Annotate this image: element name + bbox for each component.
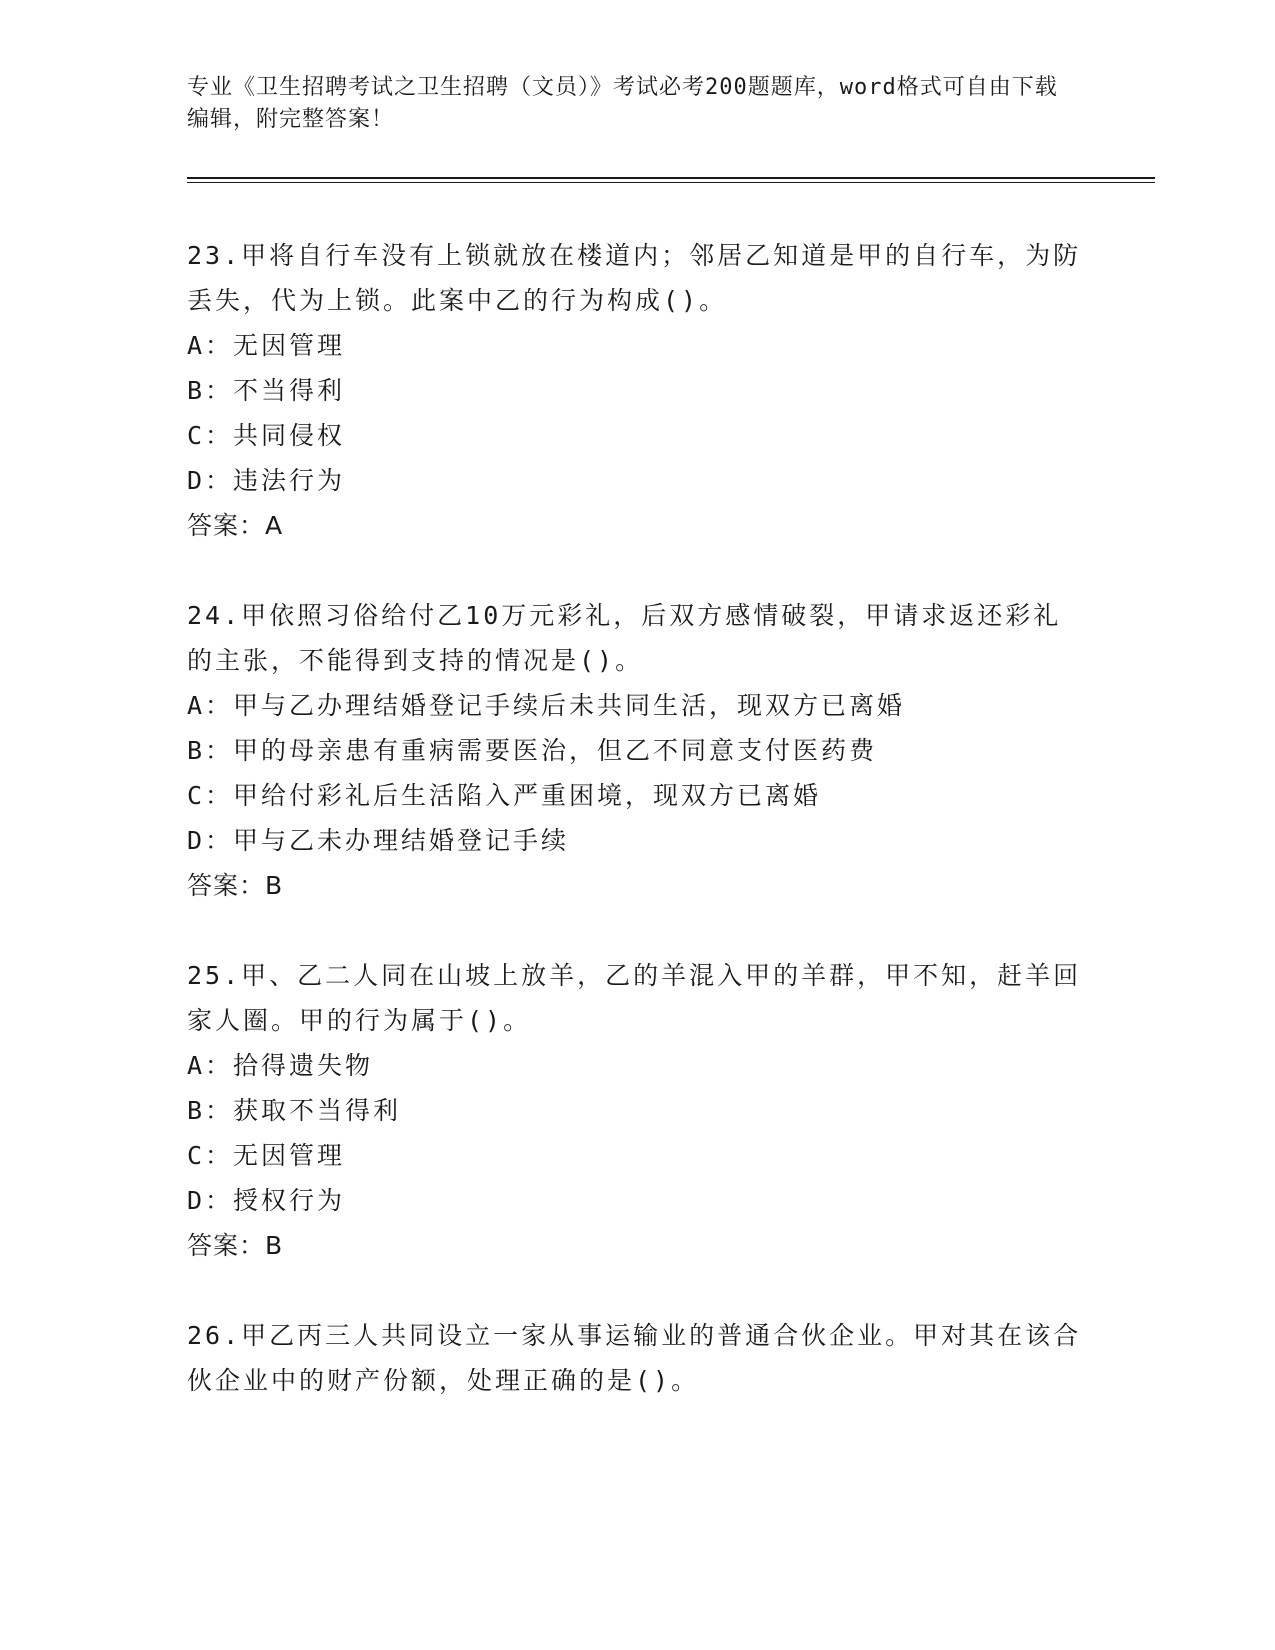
question-stem: 23.甲将自行车没有上锁就放在楼道内；邻居乙知道是甲的自行车，为防丢失，代为上锁。此案中乙的行为构成()。 <box>187 241 1082 315</box>
option-a: A：甲与乙办理结婚登记手续后未共同生活，现双方已离婚 <box>187 691 906 720</box>
question-stem: 24.甲依照习俗给付乙10万元彩礼，后双方感情破裂，甲请求返还彩礼的主张，不能得到支持的情况是()。 <box>187 601 1062 675</box>
option-b: B：获取不当得利 <box>187 1096 402 1125</box>
option-d: D：违法行为 <box>187 466 346 495</box>
document-header: 专业《卫生招聘考试之卫生招聘（文员）》考试必考200题题库，word格式可自由下载编辑，附完整答案！ <box>187 75 1058 132</box>
option-d: D：授权行为 <box>187 1186 346 1215</box>
option-c: C：无因管理 <box>187 1141 346 1170</box>
question-23 <box>187 233 1087 548</box>
answer-label: 答案：B <box>187 1231 284 1260</box>
option-a: A：拾得遗失物 <box>187 1051 374 1080</box>
answer-label: 答案：A <box>187 511 284 540</box>
header-divider-thin <box>187 182 1155 183</box>
option-d: D：甲与乙未办理结婚登记手续 <box>187 826 570 855</box>
header-divider-thick <box>187 177 1155 179</box>
question-25 <box>187 953 1087 1268</box>
option-c: C：共同侵权 <box>187 421 346 450</box>
option-b: B：不当得利 <box>187 376 346 405</box>
option-c: C：甲给付彩礼后生活陷入严重困境，现双方已离婚 <box>187 781 822 810</box>
option-a: A：无因管理 <box>187 331 346 360</box>
question-list <box>187 233 1087 1448</box>
question-26 <box>187 1313 1087 1403</box>
question-stem: 26.甲乙丙三人共同设立一家从事运输业的普通合伙企业。甲对其在该合伙企业中的财产份额，处理正确的是()。 <box>187 1321 1082 1395</box>
question-24 <box>187 593 1087 908</box>
question-stem: 25.甲、乙二人同在山坡上放羊，乙的羊混入甲的羊群，甲不知，赶羊回家人圈。甲的行为属于()。 <box>187 961 1082 1035</box>
option-b: B：甲的母亲患有重病需要医治，但乙不同意支付医药费 <box>187 736 878 765</box>
answer-label: 答案：B <box>187 871 284 900</box>
